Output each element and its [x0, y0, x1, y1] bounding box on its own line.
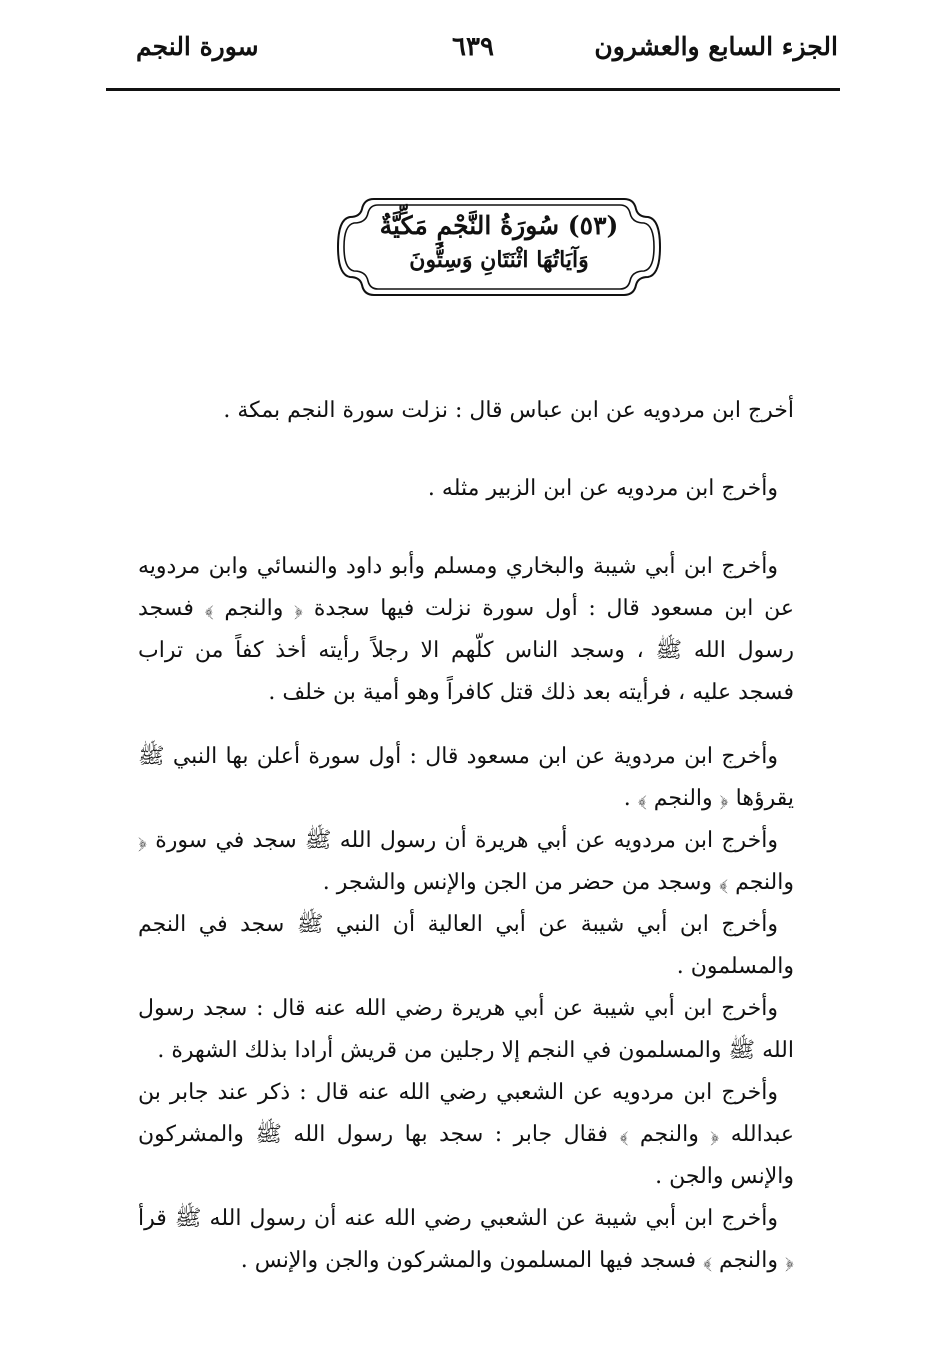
paragraph: وأخرج ابن أبي شيبة عن أبي العالية أن النبي ﷺ سجد في النجم والمسلمون .: [138, 912, 794, 979]
surah-title-line: (٥٣) سُورَةُ النَّجْمِ مَكِّيَّةٌ: [379, 211, 619, 240]
paragraph: وأخرج ابن مردويه عن أبي هريرة أن رسول الله ﷺ سجد في سورة ﴿ والنجم ﴾ وسجد من حضر من الجن والإنس والشجر .: [138, 828, 794, 895]
paragraph: وأخرج ابن أبي شيبة عن أبي هريرة رضي الله عنه قال : سجد رسول الله ﷺ والمسلمون في النجم إلا رجلين من قريش أرادا بذلك الشهرة .: [138, 996, 794, 1063]
page-number: ٦٣٩: [452, 32, 494, 62]
paragraph: وأخرج ابن مردويه عن الشعبي رضي الله عنه قال : ذكر عند جابر بن عبدالله ﴿ والنجم ﴾ فقال جابر : سجد بها رسول الله ﷺ والمشركون والإنس والجن .: [138, 1080, 794, 1189]
header-rule: [106, 88, 840, 91]
paragraph: وأخرج ابن مردوية عن ابن مسعود قال : أول سورة أعلن بها النبي ﷺ يقرؤها ﴿ والنجم ﴾ .: [138, 744, 794, 811]
body-text: [138, 390, 794, 1282]
volume-part-title: الجزء السابع والعشرون: [594, 32, 838, 61]
surah-cartouche: [334, 195, 664, 299]
paragraph: وأخرج ابن مردويه عن ابن الزبير مثله .: [427, 476, 778, 501]
surah-running-title: سورة النجم: [136, 32, 259, 61]
paragraph: أخرج ابن مردويه عن ابن عباس قال : نزلت سورة النجم بمكة .: [223, 398, 794, 423]
paragraph: وأخرج ابن أبي شيبة والبخاري ومسلم وأبو داود والنسائي وابن مردويه عن ابن مسعود قال : أول سورة نزلت فيها سجدة ﴿ والنجم ﴾ فسجد رسول الله ﷺ ، وسجد الناس كلّهم الا رجلاً رأيته أخذ كفاً من تراب فسجد عليه ، فرأيته بعد ذلك قتل كافراً وهو أمية بن خلف .: [138, 554, 794, 705]
paragraph: وأخرج ابن أبي شيبة عن الشعبي رضي الله عنه أن رسول الله ﷺ قرأ ﴿ والنجم ﴾ فسجد فيها المسلمون والمشركون والجن والإنس .: [138, 1206, 794, 1273]
running-header: [108, 26, 838, 74]
verse-count-line: وَآيَاتُهَا اثْنَتَانِ وَسِتُّونَ: [409, 247, 589, 273]
